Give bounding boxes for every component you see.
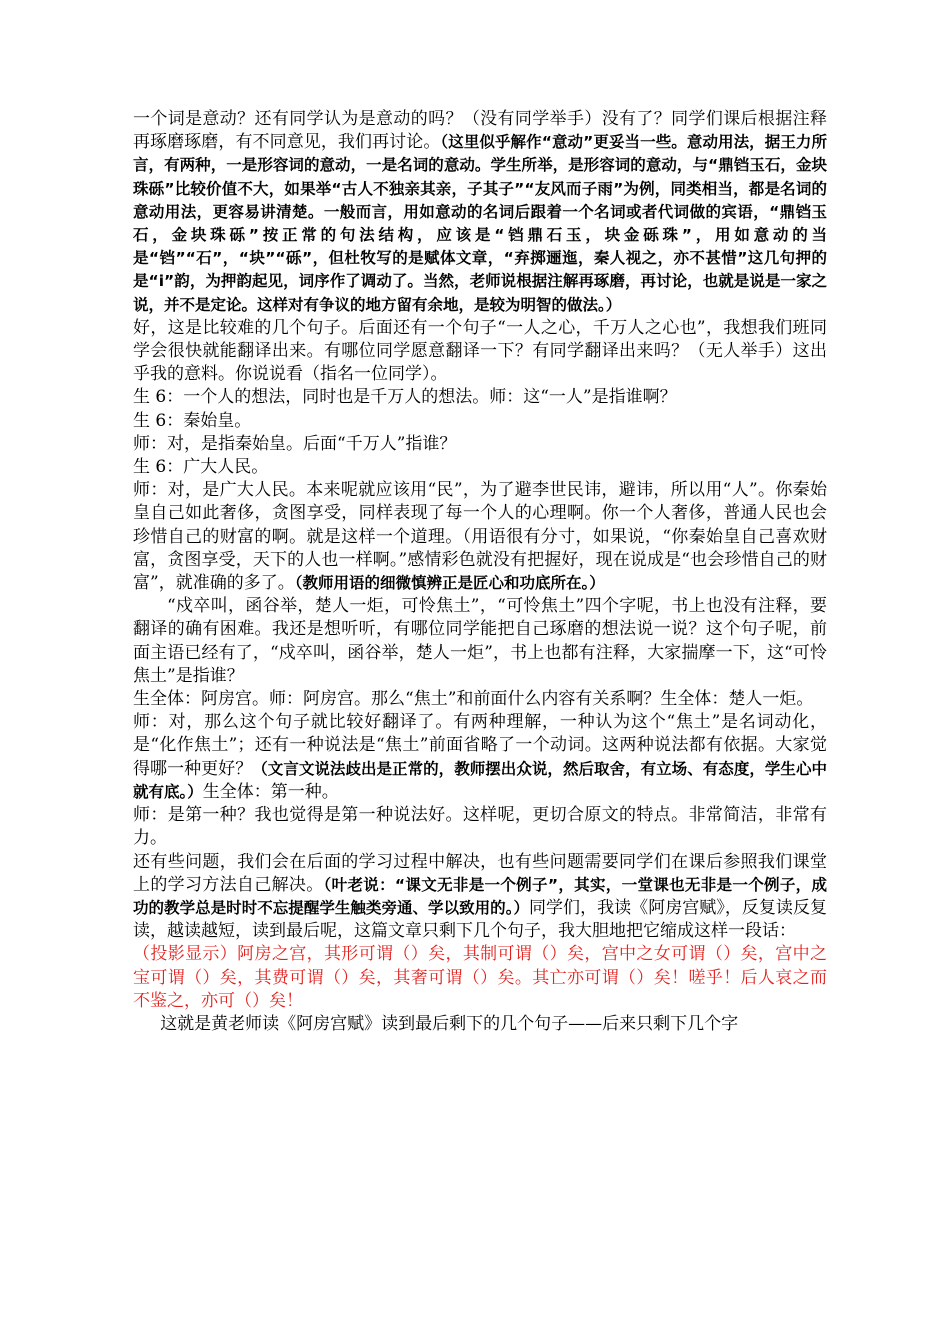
body-text: “戍卒叫，函谷举，楚人一炬，可怜焦土”，“可怜焦土”四个字呢，书上也没有注释，要翻译的确有困难。我还是想听听，有哪位同学能把自己琢磨的想法说一说？这个句子呢，前面主语已经有了，“戍卒叫，函谷举，楚人一炬”，书上也都有注释，大家揣摩一下，这“可怜焦土”是指谁？ xyxy=(133,596,827,686)
paragraph-12 xyxy=(133,851,827,944)
dialogue-line: 师：对，是指秦始皇。后面“千万人”指谁？ xyxy=(133,433,457,454)
paragraph-4 xyxy=(133,410,827,433)
document-page xyxy=(133,108,827,1036)
commentary-note: （叶老说：“课文无非是一个例子”，其实，一堂课也无非是一个例子，成功的教学总是时时不忘提醒学生触类旁通、学以致用的。） xyxy=(133,875,827,917)
body-text: 师：是第一种？我也觉得是第一种说法好。这样呢，更切合原文的特点。非常简洁，非常有力。 xyxy=(133,805,827,849)
paragraph-6 xyxy=(133,456,827,479)
dialogue-line: 生 6：秦始皇。 xyxy=(133,410,252,431)
body-text: 同学们，我读《阿房宫赋》，反复读反复读，越读越短，读到最后呢，这篇文章只剩下几个句子，我大胆地把它缩成这样一段话： xyxy=(133,897,827,942)
body-text: 师：对，那么这个句子就比较好翻译了。有两种理解，一种认为这个“焦土”是名词动化，是“化作焦土”；还有一种说法是“焦土”前面省略了一个动词。这两种说法都有依据。大家觉得哪一种更好？ xyxy=(133,712,827,779)
paragraph-3 xyxy=(133,386,827,409)
commentary-note: （这里似乎解作“意动”更妥当一些。意动用法，据王力所言，有两种，一是形容词的意动，一是名词的意动。学生所举，是形容词的意动，与“鼎铛玉石，金块珠砾”比较价值不大，如果举“古人不独亲其亲，子其子”“友风而子雨”为例，同类相当，都是名词的意动用法，更容易讲清楚。一般而言，用如意动的名词后跟着一个名词或者代词做的宾语，“鼎铛玉石，金块珠砾”按正常的句法结构，应该是“铛鼎石玉，块金砾珠”，用如意动的当是“铛”“石”，“块”“砾”，但杜牧写的是赋体文章，“弃掷逦迤，秦人视之，亦不甚惜”这几句押的是“i”韵，为押韵起见，词序作了调动了。当然，老师说根据注解再琢磨，再讨论，也就是说是一家之说，并不是定论。这样对有争议的地方留有余地，是较为明智的做法。） xyxy=(133,133,827,314)
body-text: 这就是黄老师读《阿房宫赋》读到最后剩下的几个句子——后来只剩下几个字 xyxy=(160,1013,739,1034)
paragraph-14 xyxy=(133,1013,827,1036)
body-text: 生全体：第一种。 xyxy=(202,781,339,802)
commentary-note: （教师用语的细微慎辨正是匠心和功底所在。） xyxy=(294,574,605,593)
paragraph-7 xyxy=(133,479,827,595)
paragraph-8 xyxy=(133,595,827,688)
dialogue-line: 生全体：阿房宫。师：阿房宫。那么“焦土”和前面什么内容有关系啊？生全体：楚人一炬。 xyxy=(133,689,814,710)
paragraph-10 xyxy=(133,711,827,804)
body-text: 一个词是意动？还有同学认为是意动的吗？（没有同学举手）没有了？同学们课后根据注释再琢磨琢磨，有不同意见，我们再讨论。 xyxy=(133,109,827,153)
paragraph-1 xyxy=(133,108,827,317)
body-text: 好，这是比较难的几个句子。后面还有一个句子“一人之心，千万人之心也”，我想我们班同学会很快就能翻译出来。有哪位同学愿意翻译一下？有同学翻译出来吗？（无人举手）这出乎我的意料。你说说看（指名一位同学）。 xyxy=(133,317,827,385)
dialogue-line: 生 6：广大人民。 xyxy=(133,457,269,478)
paragraph-2 xyxy=(133,317,827,387)
body-text: 师：对，是广大人民。本来呢就应该用“民”，为了避李世民讳，避讳，所以用“人”。你秦始皇自己如此奢侈，贪图享受，同样表现了每一个人的心理啊。你一个人奢侈，普通人民也会珍惜自己的财富的啊。就是这样一个道理。（用语很有分寸，如果说，“你秦始皇自己喜欢财富，贪图享受，天下的人也一样啊。”感情彩色就没有把握好，现在说成是“也会珍惜自己的财富”，就准确的多了。 xyxy=(133,480,827,594)
projection-display xyxy=(133,943,827,1013)
paragraph-5 xyxy=(133,433,827,456)
commentary-note: （文言文说法歧出是正常的，教师摆出众说，然后取舍，有立场、有态度，学生心中就有底。） xyxy=(133,759,827,801)
projection-text: （投影显示）阿房之宫，其形可谓（）矣，其制可谓（）矣，宫中之女可谓（）矣，宫中之宝可谓（）矣，其费可谓（）矣，其奢可谓（）矣。其亡亦可谓（）矣！嗟乎！后人哀之而不鉴之，亦可（）矣！ xyxy=(133,944,827,1011)
paragraph-11 xyxy=(133,804,827,850)
dialogue-line: 生 6：一个人的想法，同时也是千万人的想法。师：这“一人”是指谁啊？ xyxy=(133,387,677,408)
body-text: 还有些问题，我们会在后面的学习过程中解决，也有些问题需要同学们在课后参照我们课堂上的学习方法自己解决。 xyxy=(133,851,827,895)
paragraph-9 xyxy=(133,688,827,711)
